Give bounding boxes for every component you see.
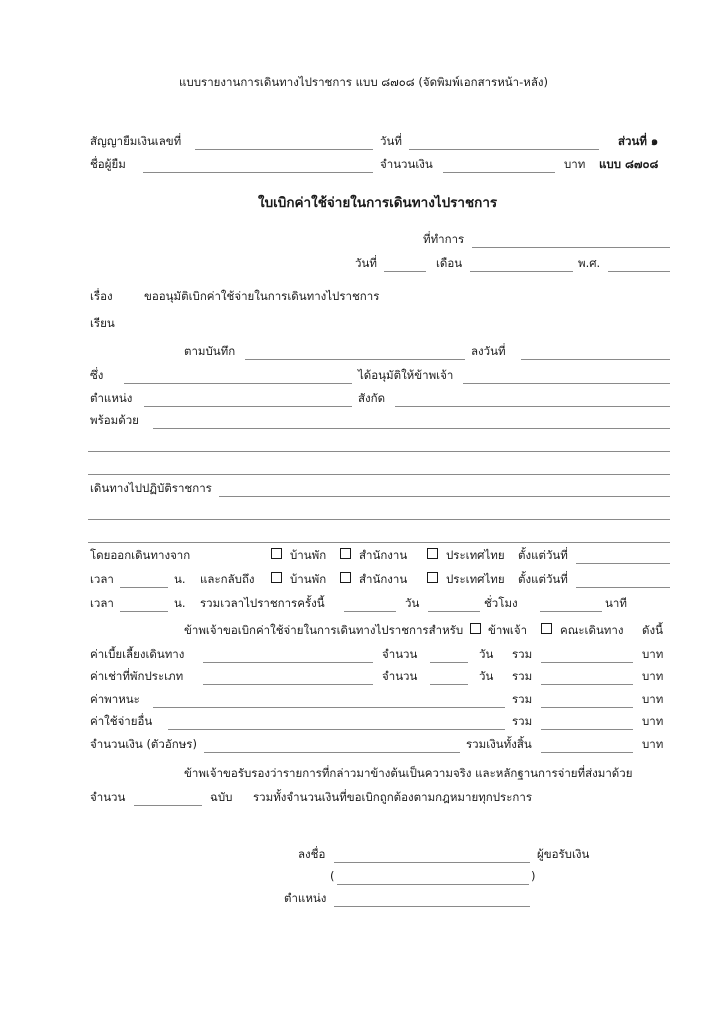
return-office-label: สำนักงาน <box>359 572 408 586</box>
doc-day-field[interactable] <box>384 271 426 272</box>
with-label: พร้อมด้วย <box>90 413 139 427</box>
position-field[interactable] <box>144 406 352 407</box>
vehicle-label: ค่าพาหนะ <box>90 692 140 706</box>
return-time-field[interactable] <box>120 611 168 612</box>
close-paren: ) <box>531 869 536 883</box>
certify-line-1: ข้าพเจ้าขอรับรองว่ารายการที่กล่าวมาข้างต้นเป็นความจริง และหลักฐานการจ่ายที่ส่งมาด้วย <box>184 766 633 780</box>
claim-group-checkbox[interactable] <box>541 623 552 634</box>
amount-words-field[interactable] <box>204 752 460 753</box>
other-total-label: รวม <box>512 714 533 728</box>
loan-amount-label: จำนวนเงิน <box>380 157 433 171</box>
certify-count-label: จำนวน <box>90 790 126 804</box>
other-expense-field[interactable] <box>168 729 505 730</box>
depart-since-label: ตั้งแต่วันที่ <box>518 548 568 562</box>
allowance-label: ค่าเบี้ยเลี้ยงเดินทาง <box>90 647 185 661</box>
contract-date-label: วันที่ <box>380 134 402 148</box>
purpose-field-line-3[interactable] <box>88 542 670 543</box>
total-minutes-label: นาที <box>605 596 627 610</box>
depart-thailand-label: ประเทศไทย <box>446 548 505 562</box>
return-home-label: บ้านพัก <box>290 572 327 586</box>
allowance-field[interactable] <box>203 662 373 663</box>
purpose-label: เดินทางไปปฏิบัติราชการ <box>90 481 212 495</box>
return-thailand-checkbox[interactable] <box>427 572 438 583</box>
doc-date-label: วันที่ <box>355 256 377 270</box>
claim-myself-label: ข้าพเจ้า <box>488 623 528 637</box>
vehicle-baht: บาท <box>642 692 664 706</box>
sign-label: ลงชื่อ <box>298 847 326 861</box>
return-date-field[interactable] <box>576 587 670 588</box>
grand-total-baht: บาท <box>642 737 664 751</box>
depart-label: โดยออกเดินทางจาก <box>90 548 191 562</box>
purpose-field-line-2[interactable] <box>88 519 670 520</box>
claim-request-text: ข้าพเจ้าขอเบิกค่าใช้จ่ายในการเดินทางไปราชการสำหรับ <box>184 623 464 637</box>
depart-home-label: บ้านพัก <box>290 548 327 562</box>
depart-time-label: เวลา <box>90 572 114 586</box>
lodging-type-field[interactable] <box>203 684 373 685</box>
borrower-field[interactable] <box>143 172 373 173</box>
with-field[interactable] <box>153 428 670 429</box>
contract-no-label: สัญญายืมเงินเลขที่ <box>90 134 182 148</box>
with-field-line-2[interactable] <box>88 451 670 452</box>
total-days-label: วัน <box>405 596 420 610</box>
other-baht: บาท <box>642 714 664 728</box>
doc-year-field[interactable] <box>608 271 670 272</box>
salutation: เรียน <box>90 316 115 330</box>
as-follows-label: ดังนี้ <box>642 623 663 637</box>
total-hours-label: ชั่วโมง <box>484 596 518 610</box>
subject-label: เรื่อง <box>90 289 113 303</box>
memo-date-field[interactable] <box>521 359 670 360</box>
total-minutes-field[interactable] <box>540 611 602 612</box>
total-days-field[interactable] <box>344 611 396 612</box>
signer-position-field[interactable] <box>334 906 530 907</box>
return-thailand-label: ประเทศไทย <box>446 572 505 586</box>
return-office-checkbox[interactable] <box>340 572 351 583</box>
other-total-field[interactable] <box>541 729 633 730</box>
depart-thailand-checkbox[interactable] <box>427 548 438 559</box>
depart-date-field[interactable] <box>576 563 670 564</box>
signer-position-label: ตำแหน่ง <box>284 891 327 905</box>
allowance-count-label: จำนวน <box>382 647 418 661</box>
lodging-count-label: จำนวน <box>382 669 418 683</box>
lodging-total-label: รวม <box>512 669 533 683</box>
certify-count-field[interactable] <box>134 805 202 806</box>
amount-words-label: จำนวนเงิน (ตัวอักษร) <box>90 737 197 751</box>
depart-hrs-label: น. <box>174 572 186 586</box>
lodging-baht: บาท <box>642 669 664 683</box>
allowance-baht: บาท <box>642 647 664 661</box>
contract-date-field[interactable] <box>409 149 599 150</box>
lodging-days-label: วัน <box>479 669 494 683</box>
grand-total-field[interactable] <box>541 752 633 753</box>
other-expense-label: ค่าใช้จ่ายอื่น <box>90 714 153 728</box>
total-time-label: รวมเวลาไปราชการครั้งนี้ <box>200 596 325 610</box>
claim-group-label: คณะเดินทาง <box>560 623 624 637</box>
grand-total-label: รวมเงินทั้งสิ้น <box>466 737 532 751</box>
vehicle-field[interactable] <box>153 707 505 708</box>
memo-field[interactable] <box>245 359 465 360</box>
document-title: ใบเบิกค่าใช้จ่ายในการเดินทางไปราชการ <box>258 195 498 211</box>
return-hrs-label: น. <box>174 596 186 610</box>
position-label: ตำแหน่ง <box>90 391 133 405</box>
depart-time-field[interactable] <box>120 587 168 588</box>
form-caption: แบบรายงานการเดินทางไปราชการ แบบ ๘๗๐๘ (จัดพิมพ์เอกสารหน้า-หลัง) <box>179 75 549 89</box>
depart-office-label: สำนักงาน <box>359 548 408 562</box>
purpose-field[interactable] <box>219 496 670 497</box>
office-label: ที่ทำการ <box>423 232 465 246</box>
allowance-days-field[interactable] <box>430 662 468 663</box>
allowance-total-label: รวม <box>512 647 533 661</box>
open-paren: ( <box>330 869 335 883</box>
approved-label: ได้อนุมัติให้ข้าพเจ้า <box>358 368 454 382</box>
total-hours-field[interactable] <box>428 611 480 612</box>
affiliation-field[interactable] <box>395 406 670 407</box>
lodging-total-field[interactable] <box>541 684 633 685</box>
certify-line-2: รวมทั้งจำนวนเงินที่ขอเบิกถูกต้องตามกฎหมายทุกประการ <box>253 790 532 804</box>
depart-office-checkbox[interactable] <box>340 548 351 559</box>
receiver-label: ผู้ขอรับเงิน <box>537 847 590 861</box>
contract-no-field[interactable] <box>195 149 373 150</box>
vehicle-total-label: รวม <box>512 692 533 706</box>
which-field[interactable] <box>124 383 352 384</box>
form-number: แบบ ๘๗๐๘ <box>599 157 659 171</box>
signature-field[interactable] <box>334 862 530 863</box>
with-field-line-3[interactable] <box>88 474 670 475</box>
allowance-total-field[interactable] <box>541 662 633 663</box>
printed-name-field[interactable] <box>337 884 529 885</box>
return-home-checkbox[interactable] <box>271 572 282 583</box>
depart-home-checkbox[interactable] <box>271 548 282 559</box>
subject-text: ขออนุมัติเบิกค่าใช้จ่ายในการเดินทางไปราชการ <box>144 289 380 303</box>
affiliation-label: สังกัด <box>358 391 386 405</box>
certify-copies-label: ฉบับ <box>210 790 233 804</box>
claim-myself-checkbox[interactable] <box>470 623 481 634</box>
baht-label: บาท <box>564 157 586 171</box>
memo-label: ตามบันทึก <box>184 344 236 358</box>
memo-date-label: ลงวันที่ <box>471 344 506 358</box>
return-time-label: เวลา <box>90 596 114 610</box>
office-field[interactable] <box>472 247 670 248</box>
part-label: ส่วนที่ ๑ <box>618 134 659 148</box>
allowance-days-label: วัน <box>479 647 494 661</box>
lodging-label: ค่าเช่าที่พักประเภท <box>90 669 184 683</box>
doc-month-label: เดือน <box>436 256 463 270</box>
doc-month-field[interactable] <box>470 271 573 272</box>
approved-field[interactable] <box>463 383 670 384</box>
lodging-days-field[interactable] <box>430 684 468 685</box>
borrower-label: ชื่อผู้ยืม <box>90 157 126 171</box>
return-since-label: ตั้งแต่วันที่ <box>518 572 568 586</box>
loan-amount-field[interactable] <box>443 172 555 173</box>
vehicle-total-field[interactable] <box>541 707 633 708</box>
return-label: และกลับถึง <box>200 572 255 586</box>
doc-year-label: พ.ศ. <box>578 256 601 270</box>
which-label: ซึ่ง <box>90 368 104 382</box>
